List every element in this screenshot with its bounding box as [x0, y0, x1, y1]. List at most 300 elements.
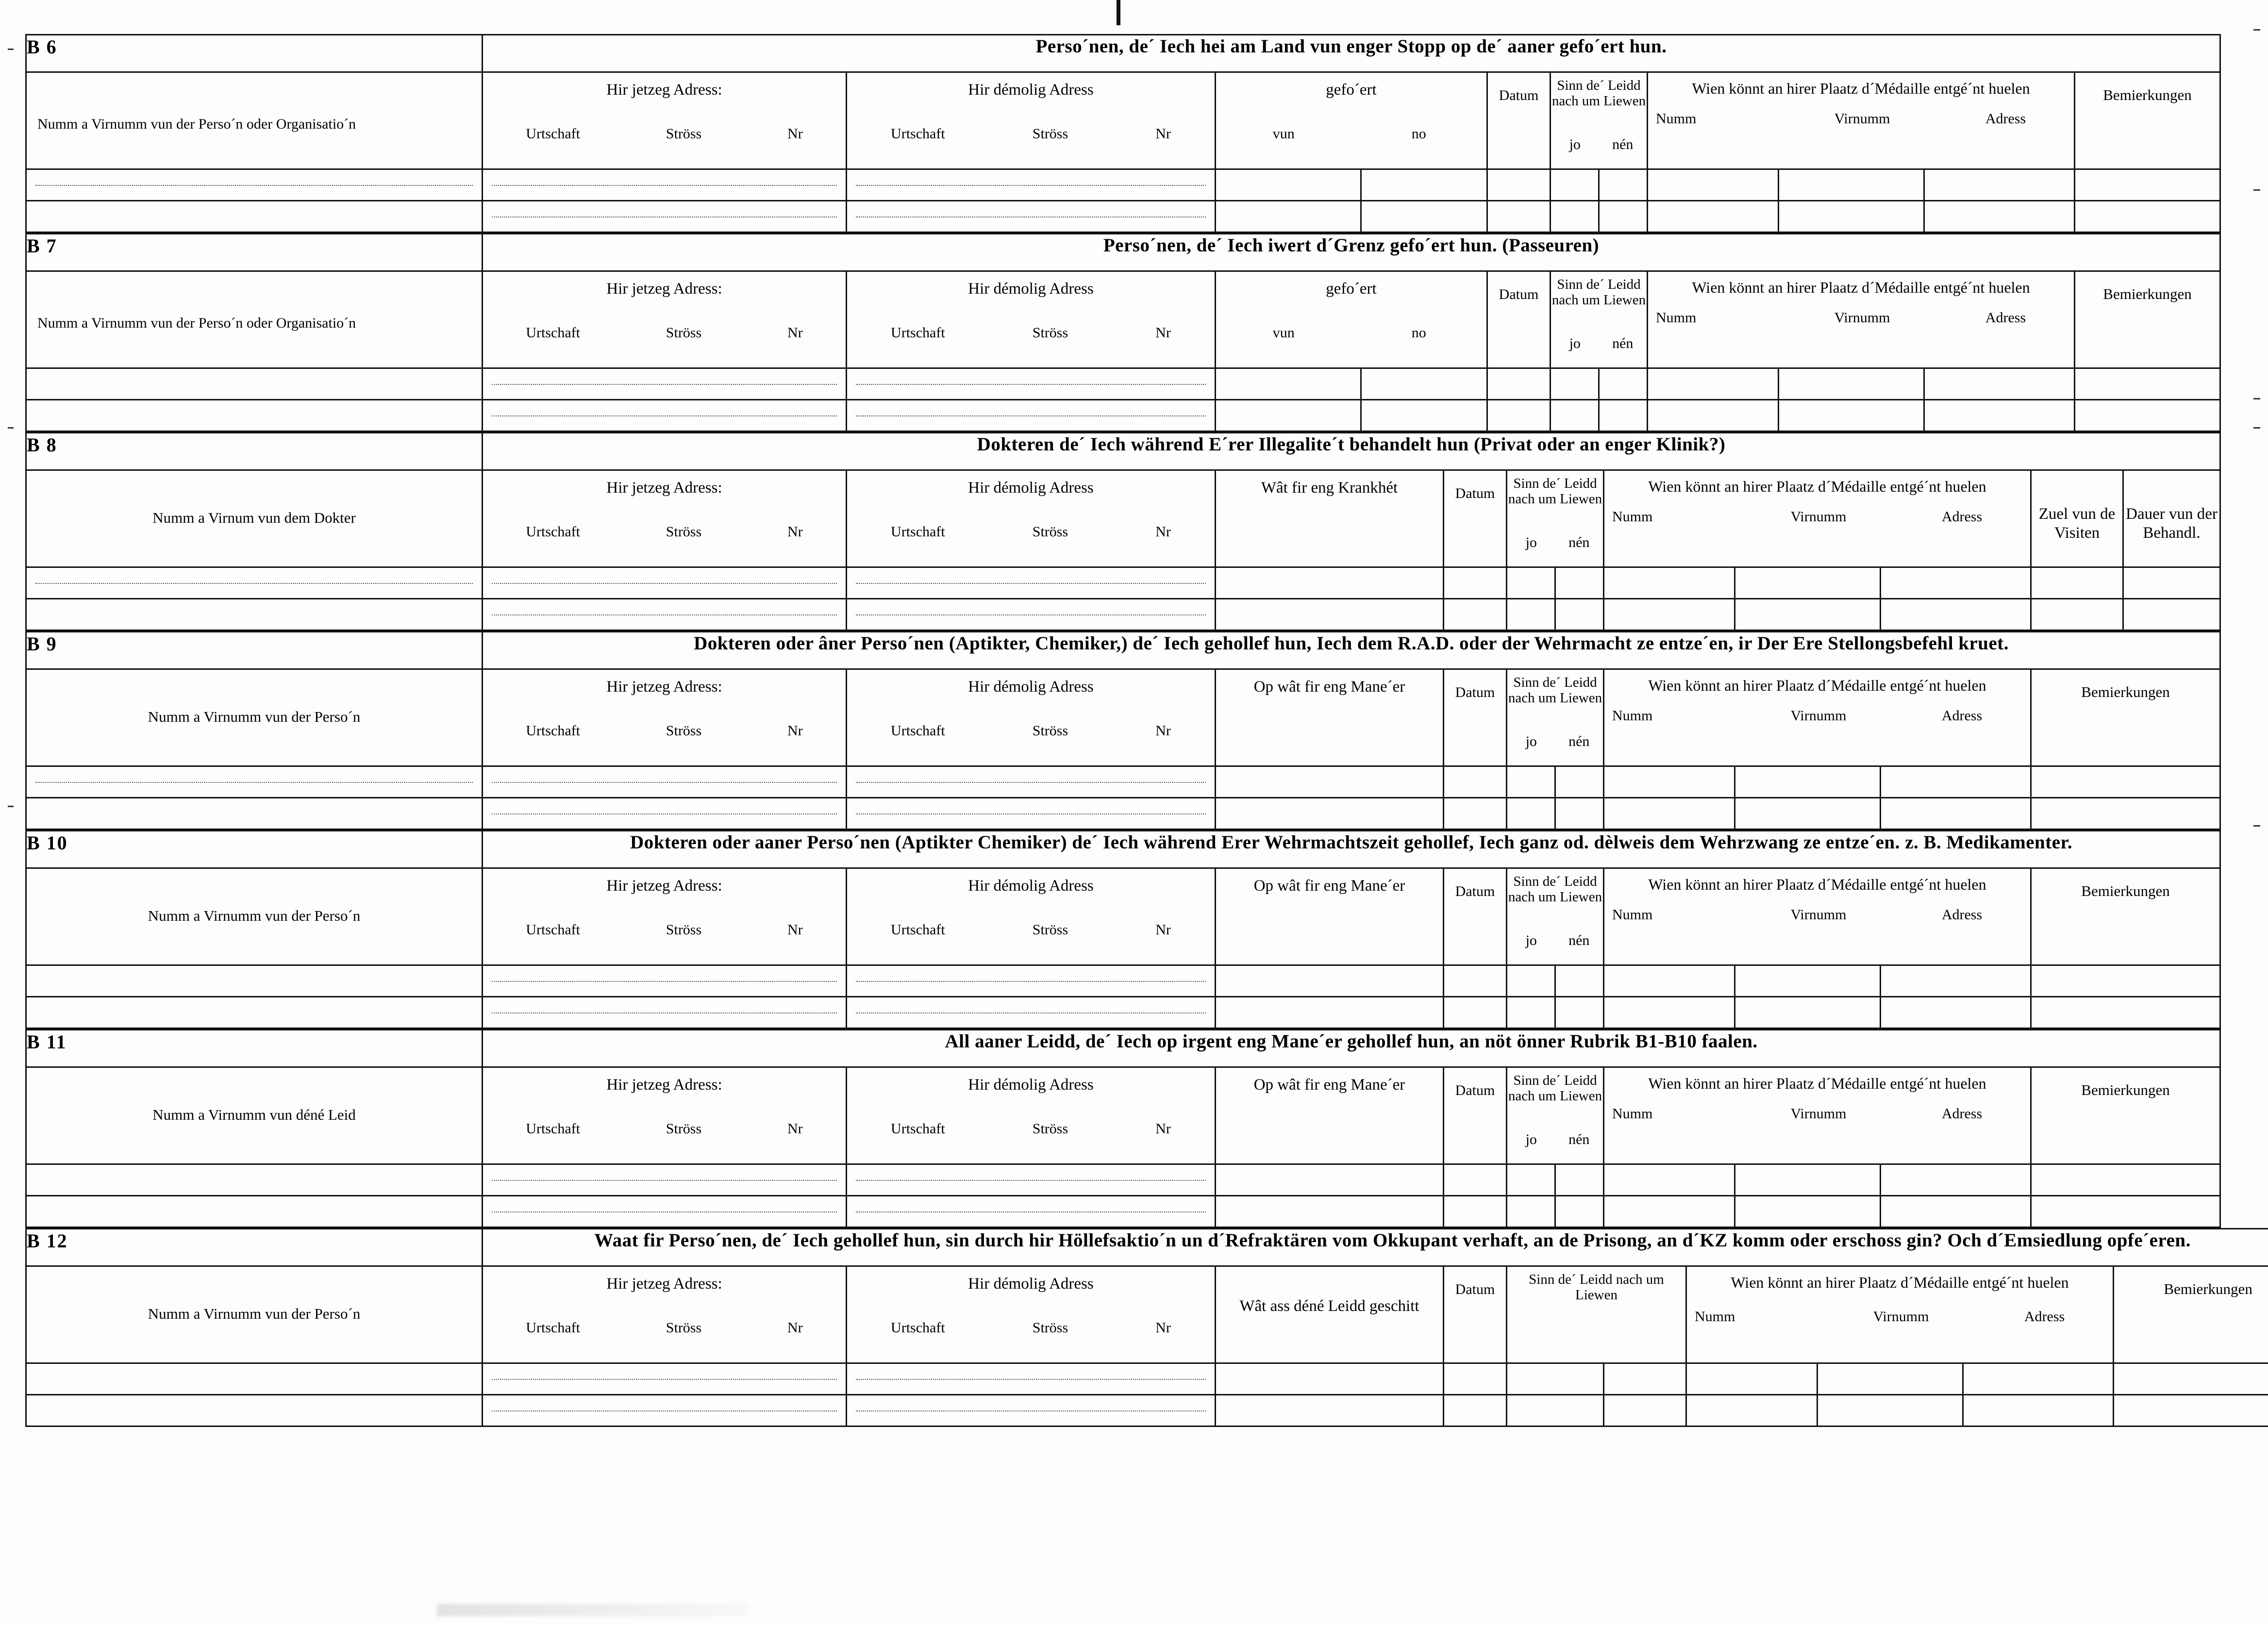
alive-label: Sinn de´ Leidd nach um Liewen	[1551, 277, 1646, 308]
entry-current-address-cell[interactable]	[483, 368, 847, 400]
entry-current-address-cell[interactable]	[483, 400, 847, 431]
entry-yes-cell[interactable]	[1507, 1363, 1604, 1395]
entry-name-cell[interactable]	[26, 798, 483, 829]
entry-row[interactable]	[26, 1363, 2268, 1395]
yes-label: jo	[1525, 1131, 1537, 1147]
urtschaft-label: Urtschaft	[891, 523, 945, 540]
entry-current-address-cell[interactable]	[483, 997, 847, 1028]
entry-date-cell[interactable]	[1444, 1395, 1507, 1426]
entry-row[interactable]	[26, 1196, 2220, 1227]
entry-name-cell[interactable]	[26, 169, 483, 201]
medal-label: Wien könnt an hirer Plaatz d´Médaille entgé´nt huelen	[1648, 478, 1986, 495]
stross-label: Ströss	[666, 125, 702, 142]
no-label: nén	[1612, 136, 1634, 152]
medal-label: Wien könnt an hirer Plaatz d´Médaille entgé´nt huelen	[1692, 80, 2030, 97]
entry-row[interactable]	[26, 965, 2220, 997]
stross-label: Ströss	[666, 722, 702, 739]
section-code: B 10	[26, 831, 483, 868]
entry-remarks-cell[interactable]	[2075, 400, 2220, 431]
adress-label: Adress	[1985, 309, 2026, 326]
entry-visits-cell[interactable]	[2031, 599, 2123, 630]
entry-medal-virnumm-cell[interactable]	[1735, 997, 1881, 1028]
entry-medal-numm-cell[interactable]	[1604, 599, 1735, 630]
entry-yes-cell[interactable]	[1551, 169, 1599, 201]
entry-medal-virnumm-cell[interactable]	[1779, 201, 1924, 232]
entry-to-cell[interactable]	[1361, 368, 1487, 400]
stross-label: Ströss	[1032, 324, 1068, 341]
entry-manner-cell[interactable]	[1216, 1196, 1444, 1227]
no-label: nén	[1568, 1131, 1590, 1147]
entry-remarks-cell[interactable]	[2031, 997, 2220, 1028]
entry-name-cell[interactable]	[26, 1196, 483, 1227]
former-address-label: Hir démolig Adress	[968, 1076, 1094, 1094]
section-heading: Perso´nen, de´ Iech hei am Land vun enger Stopp op de´ aaner gefo´ert hun.	[483, 35, 2220, 72]
entry-remarks-cell[interactable]	[2075, 169, 2220, 201]
yes-label: jo	[1525, 534, 1537, 550]
entry-yes-cell[interactable]	[1507, 599, 1555, 630]
entry-row[interactable]	[26, 1395, 2268, 1426]
entry-current-address-cell[interactable]	[483, 201, 847, 232]
nr-label: Nr	[787, 523, 803, 540]
entry-medal-virnumm-cell[interactable]	[1735, 965, 1881, 997]
entry-medal-adress-cell[interactable]	[1881, 766, 2031, 798]
fate-label: Wât ass déné Leidd geschitt	[1239, 1297, 1419, 1315]
entry-no-cell[interactable]	[1555, 997, 1604, 1028]
entry-yes-cell[interactable]	[1507, 1196, 1555, 1227]
entry-row[interactable]	[26, 599, 2220, 630]
entry-medal-virnumm-cell[interactable]	[1779, 169, 1924, 201]
remarks-header	[2031, 669, 2220, 766]
section-title-row	[26, 234, 2220, 271]
adress-label: Adress	[1985, 110, 2026, 127]
entry-date-cell[interactable]	[1444, 567, 1507, 599]
urtschaft-label: Urtschaft	[526, 125, 581, 142]
entry-medal-adress-cell[interactable]	[1881, 965, 2031, 997]
entry-medal-numm-cell[interactable]	[1604, 1196, 1735, 1227]
entry-medal-numm-cell[interactable]	[1648, 400, 1779, 431]
entry-name-cell[interactable]	[26, 567, 483, 599]
nr-label: Nr	[1155, 125, 1171, 142]
entry-manner-cell[interactable]	[1216, 1164, 1444, 1196]
numm-label: Numm	[1656, 110, 1697, 127]
entry-date-cell[interactable]	[1444, 1196, 1507, 1227]
manner-label: Op wât fir eng Mane´er	[1253, 877, 1405, 895]
virnumm-label: Virnumm	[1790, 707, 1847, 724]
former-address-label: Hir démolig Adress	[968, 280, 1094, 298]
numm-label: Numm	[1612, 1105, 1653, 1122]
entry-yes-cell[interactable]	[1507, 798, 1555, 829]
entry-yes-cell[interactable]	[1507, 766, 1555, 798]
current-address-header	[483, 72, 847, 169]
entry-remarks-cell[interactable]	[2114, 1395, 2268, 1426]
entry-from-cell[interactable]	[1216, 368, 1361, 400]
remarks-label: Bemierkungen	[2103, 285, 2192, 302]
section-code: B 6	[26, 35, 483, 72]
entry-current-address-cell[interactable]	[483, 169, 847, 201]
entry-medal-numm-cell[interactable]	[1648, 169, 1779, 201]
entry-former-address-cell[interactable]	[847, 1164, 1216, 1196]
page-bottom-smudge	[437, 1604, 748, 1616]
entry-manner-cell[interactable]	[1216, 997, 1444, 1028]
section-heading: Perso´nen, de´ Iech iwert d´Grenz gefo´ert hun. (Passeuren)	[483, 234, 2220, 271]
entry-yes-cell[interactable]	[1507, 1395, 1604, 1426]
entry-current-address-cell[interactable]	[483, 766, 847, 798]
entry-from-cell[interactable]	[1216, 169, 1361, 201]
section-heading: Dokteren de´ Iech während E´rer Illegalite´t behandelt hun (Privat oder an enger Klinik?)	[483, 433, 2220, 470]
entry-illness-cell[interactable]	[1216, 599, 1444, 630]
entry-medal-virnumm-cell[interactable]	[1779, 368, 1924, 400]
fate-header	[1216, 1266, 1444, 1363]
entry-current-address-cell[interactable]	[483, 798, 847, 829]
entry-row[interactable]	[26, 400, 2220, 431]
entry-name-cell[interactable]	[26, 997, 483, 1028]
yes-label: jo	[1525, 932, 1537, 948]
entry-medal-adress-cell[interactable]	[1924, 368, 2075, 400]
entry-yes-cell[interactable]	[1551, 400, 1599, 431]
stross-label: Ströss	[666, 1319, 702, 1336]
entry-row[interactable]	[26, 766, 2220, 798]
entry-no-cell[interactable]	[1555, 599, 1604, 630]
entry-no-cell[interactable]	[1555, 567, 1604, 599]
section-title-row	[26, 632, 2220, 669]
transport-header	[1216, 271, 1487, 368]
medal-header	[1648, 271, 2075, 368]
to-label: no	[1411, 324, 1426, 341]
entry-row[interactable]	[26, 798, 2220, 829]
section-b6	[25, 34, 2221, 233]
entry-current-address-cell[interactable]	[483, 1196, 847, 1227]
former-address-header	[847, 271, 1216, 368]
entry-name-cell[interactable]	[26, 1363, 483, 1395]
entry-current-address-cell[interactable]	[483, 1164, 847, 1196]
entry-former-address-cell[interactable]	[847, 766, 1216, 798]
entry-no-cell[interactable]	[1555, 1196, 1604, 1227]
nr-label: Nr	[787, 1319, 803, 1336]
entry-no-cell[interactable]	[1599, 368, 1648, 400]
stross-label: Ströss	[1032, 125, 1068, 142]
entry-name-cell[interactable]	[26, 965, 483, 997]
entry-date-cell[interactable]	[1487, 169, 1551, 201]
entry-remarks-cell[interactable]	[2031, 766, 2220, 798]
remarks-header	[2075, 72, 2220, 169]
entry-date-cell[interactable]	[1487, 368, 1551, 400]
name-column-label: Numm a Virnumm vun der Perso´n	[148, 907, 361, 924]
section-title-row	[26, 433, 2220, 470]
medal-label: Wien könnt an hirer Plaatz d´Médaille entgé´nt huelen	[1731, 1274, 2069, 1291]
entry-from-cell[interactable]	[1216, 201, 1361, 232]
entry-medal-adress-cell[interactable]	[1881, 599, 2031, 630]
urtschaft-label: Urtschaft	[526, 921, 581, 938]
alive-label: Sinn de´ Leidd nach um Liewen	[1529, 1272, 1664, 1303]
name-column-label: Numm a Virnumm vun der Perso´n	[148, 708, 361, 725]
entry-current-address-cell[interactable]	[483, 1395, 847, 1426]
alive-header	[1551, 72, 1648, 169]
entry-medal-adress-cell[interactable]	[1924, 201, 2075, 232]
entry-medal-numm-cell[interactable]	[1604, 997, 1735, 1028]
section-b8	[25, 432, 2221, 631]
entry-former-address-cell[interactable]	[847, 169, 1216, 201]
remarks-header	[2114, 1266, 2268, 1363]
section-heading: All aaner Leidd, de´ Iech op irgent eng Mane´er gehollef hun, an nöt önner Rubrik B1-B10 faalen.	[483, 1030, 2220, 1067]
no-label: nén	[1568, 534, 1590, 550]
section-code: B 9	[26, 632, 483, 669]
virnumm-label: Virnumm	[1834, 110, 1890, 127]
entry-former-address-cell[interactable]	[847, 965, 1216, 997]
entry-row[interactable]	[26, 567, 2220, 599]
entry-former-address-cell[interactable]	[847, 997, 1216, 1028]
entry-remarks-cell[interactable]	[2114, 1363, 2268, 1395]
entry-name-cell[interactable]	[26, 1164, 483, 1196]
remarks-label: Bemierkungen	[2081, 882, 2170, 899]
entry-medal-numm-cell[interactable]	[1604, 965, 1735, 997]
visits-count-header	[2031, 470, 2123, 567]
virnumm-label: Virnumm	[1790, 906, 1847, 923]
entry-date-cell[interactable]	[1444, 1164, 1507, 1196]
no-label: nén	[1568, 733, 1590, 749]
entry-no-cell[interactable]	[1599, 201, 1648, 232]
column-header-row	[26, 1266, 2268, 1363]
entry-remarks-cell[interactable]	[2075, 201, 2220, 232]
entry-date-cell[interactable]	[1444, 965, 1507, 997]
entry-name-cell[interactable]	[26, 400, 483, 431]
stross-label: Ströss	[1032, 722, 1068, 739]
urtschaft-label: Urtschaft	[526, 1120, 581, 1137]
entry-name-cell[interactable]	[26, 201, 483, 232]
entry-medal-virnumm-cell[interactable]	[1735, 766, 1881, 798]
entry-medal-numm-cell[interactable]	[1604, 798, 1735, 829]
name-column-label: Numm a Virnum vun dem Dokter	[152, 509, 356, 526]
entry-medal-virnumm-cell[interactable]	[1735, 599, 1881, 630]
entry-medal-adress-cell[interactable]	[1924, 169, 2075, 201]
column-header-row	[26, 470, 2220, 567]
entry-former-address-cell[interactable]	[847, 201, 1216, 232]
entry-name-cell[interactable]	[26, 599, 483, 630]
urtschaft-label: Urtschaft	[891, 1319, 945, 1336]
entry-row[interactable]	[26, 169, 2220, 201]
remarks-header	[2031, 1067, 2220, 1164]
entry-former-address-cell[interactable]	[847, 400, 1216, 431]
medal-header	[1604, 868, 2031, 965]
entry-yes-cell[interactable]	[1507, 997, 1555, 1028]
name-column-header	[26, 1266, 483, 1363]
entry-to-cell[interactable]	[1361, 201, 1487, 232]
entry-medal-virnumm-cell[interactable]	[1735, 1196, 1881, 1227]
entry-row[interactable]	[26, 368, 2220, 400]
nr-label: Nr	[1155, 523, 1171, 540]
entry-medal-adress-cell[interactable]	[1881, 1196, 2031, 1227]
entry-no-cell[interactable]	[1555, 965, 1604, 997]
entry-medal-virnumm-cell[interactable]	[1779, 400, 1924, 431]
section-b12	[25, 1228, 2268, 1427]
remarks-label: Bemierkungen	[2081, 1081, 2170, 1098]
section-title-row	[26, 1229, 2268, 1266]
alive-label: Sinn de´ Leidd nach um Liewen	[1508, 476, 1602, 507]
stross-label: Ströss	[666, 1120, 702, 1137]
entry-visits-cell[interactable]	[2031, 567, 2123, 599]
entry-medal-numm-cell[interactable]	[1604, 567, 1735, 599]
section-title-row	[26, 831, 2220, 868]
entry-date-cell[interactable]	[1444, 1363, 1507, 1395]
column-header-row	[26, 271, 2220, 368]
section-b10	[25, 830, 2221, 1029]
entry-medal-virnumm-cell[interactable]	[1818, 1395, 1963, 1426]
manner-header	[1216, 868, 1444, 965]
section-code: B 7	[26, 234, 483, 271]
column-header-row	[26, 72, 2220, 169]
entry-name-cell[interactable]	[26, 368, 483, 400]
entry-no-cell[interactable]	[1599, 169, 1648, 201]
urtschaft-label: Urtschaft	[891, 722, 945, 739]
entry-no-cell[interactable]	[1604, 1395, 1686, 1426]
entry-to-cell[interactable]	[1361, 169, 1487, 201]
entry-yes-cell[interactable]	[1551, 368, 1599, 400]
entry-former-address-cell[interactable]	[847, 567, 1216, 599]
entry-former-address-cell[interactable]	[847, 1395, 1216, 1426]
stross-label: Ströss	[666, 324, 702, 341]
entry-yes-cell[interactable]	[1551, 201, 1599, 232]
manner-label: Op wât fir eng Mane´er	[1253, 678, 1405, 696]
date-label: Datum	[1499, 286, 1539, 302]
name-column-label: Numm a Virnumm vun déné Leid	[152, 1106, 356, 1123]
entry-medal-numm-cell[interactable]	[1648, 201, 1779, 232]
entry-no-cell[interactable]	[1555, 766, 1604, 798]
current-address-header	[483, 1266, 847, 1363]
adress-label: Adress	[1941, 1105, 1983, 1122]
entry-date-cell[interactable]	[1444, 997, 1507, 1028]
former-address-label: Hir démolig Adress	[968, 81, 1094, 99]
entry-yes-cell[interactable]	[1507, 965, 1555, 997]
entry-medal-virnumm-cell[interactable]	[1818, 1363, 1963, 1395]
numm-label: Numm	[1612, 906, 1653, 923]
entry-medal-numm-cell[interactable]	[1648, 368, 1779, 400]
entry-manner-cell[interactable]	[1216, 965, 1444, 997]
entry-medal-adress-cell[interactable]	[1881, 1164, 2031, 1196]
entry-former-address-cell[interactable]	[847, 798, 1216, 829]
entry-fate-cell[interactable]	[1216, 1363, 1444, 1395]
entry-row[interactable]	[26, 201, 2220, 232]
entry-medal-numm-cell[interactable]	[1604, 1164, 1735, 1196]
entry-duration-cell[interactable]	[2123, 599, 2220, 630]
entry-current-address-cell[interactable]	[483, 1363, 847, 1395]
nr-label: Nr	[787, 921, 803, 938]
illness-label: Wât fir eng Krankhét	[1261, 479, 1398, 497]
former-address-header	[847, 868, 1216, 965]
virnumm-label: Virnumm	[1790, 1105, 1847, 1122]
adress-label: Adress	[2024, 1308, 2065, 1325]
entry-duration-cell[interactable]	[2123, 567, 2220, 599]
entry-no-cell[interactable]	[1555, 1164, 1604, 1196]
entry-current-address-cell[interactable]	[483, 965, 847, 997]
former-address-label: Hir démolig Adress	[968, 1275, 1094, 1293]
current-address-label: Hir jetzeg Adress:	[606, 81, 722, 99]
current-address-label: Hir jetzeg Adress:	[606, 678, 722, 696]
urtschaft-label: Urtschaft	[526, 1319, 581, 1336]
manner-header	[1216, 669, 1444, 766]
alive-header	[1507, 669, 1604, 766]
entry-medal-numm-cell[interactable]	[1686, 1363, 1818, 1395]
entry-former-address-cell[interactable]	[847, 368, 1216, 400]
entry-current-address-cell[interactable]	[483, 599, 847, 630]
date-header	[1444, 470, 1507, 567]
urtschaft-label: Urtschaft	[526, 324, 581, 341]
entry-yes-cell[interactable]	[1507, 1164, 1555, 1196]
entry-no-cell[interactable]	[1555, 798, 1604, 829]
nr-label: Nr	[1155, 1120, 1171, 1137]
entry-no-cell[interactable]	[1599, 400, 1648, 431]
entry-yes-cell[interactable]	[1507, 567, 1555, 599]
entry-remarks-cell[interactable]	[2031, 965, 2220, 997]
manner-header	[1216, 1067, 1444, 1164]
entry-date-cell[interactable]	[1487, 400, 1551, 431]
entry-row[interactable]	[26, 1164, 2220, 1196]
entry-medal-adress-cell[interactable]	[1881, 567, 2031, 599]
entry-former-address-cell[interactable]	[847, 599, 1216, 630]
current-address-label: Hir jetzeg Adress:	[606, 877, 722, 895]
entry-former-address-cell[interactable]	[847, 1363, 1216, 1395]
entry-date-cell[interactable]	[1444, 766, 1507, 798]
entry-medal-virnumm-cell[interactable]	[1735, 1164, 1881, 1196]
no-label: nén	[1568, 932, 1590, 948]
entry-medal-virnumm-cell[interactable]	[1735, 567, 1881, 599]
entry-date-cell[interactable]	[1487, 201, 1551, 232]
section-code: B 12	[26, 1229, 483, 1266]
stross-label: Ströss	[666, 921, 702, 938]
treatment-duration-header	[2123, 470, 2220, 567]
former-address-header	[847, 1067, 1216, 1164]
current-address-label: Hir jetzeg Adress:	[606, 1076, 722, 1094]
date-header	[1444, 669, 1507, 766]
entry-medal-adress-cell[interactable]	[1963, 1395, 2114, 1426]
date-header	[1487, 72, 1551, 169]
entry-remarks-cell[interactable]	[2031, 1196, 2220, 1227]
entry-medal-adress-cell[interactable]	[1881, 997, 2031, 1028]
entry-manner-cell[interactable]	[1216, 766, 1444, 798]
entry-no-cell[interactable]	[1604, 1363, 1686, 1395]
entry-medal-numm-cell[interactable]	[1686, 1395, 1818, 1426]
entry-medal-numm-cell[interactable]	[1604, 766, 1735, 798]
entry-manner-cell[interactable]	[1216, 798, 1444, 829]
entry-medal-virnumm-cell[interactable]	[1735, 798, 1881, 829]
nr-label: Nr	[787, 324, 803, 341]
entry-date-cell[interactable]	[1444, 599, 1507, 630]
entry-medal-adress-cell[interactable]	[1963, 1363, 2114, 1395]
name-column-label: Numm a Virnumm vun der Perso´n oder Organisatio´n	[37, 315, 356, 331]
entry-row[interactable]	[26, 997, 2220, 1028]
date-header	[1444, 1067, 1507, 1164]
top-registration-mark	[1117, 0, 1120, 25]
medal-label: Wien könnt an hirer Plaatz d´Médaille entgé´nt huelen	[1648, 677, 1986, 694]
entry-remarks-cell[interactable]	[2031, 798, 2220, 829]
virnumm-label: Virnumm	[1790, 508, 1847, 525]
entry-from-cell[interactable]	[1216, 400, 1361, 431]
entry-name-cell[interactable]	[26, 1395, 483, 1426]
entry-current-address-cell[interactable]	[483, 567, 847, 599]
yes-label: jo	[1569, 136, 1581, 152]
entry-former-address-cell[interactable]	[847, 1196, 1216, 1227]
entry-medal-adress-cell[interactable]	[1881, 798, 2031, 829]
remarks-header	[2075, 271, 2220, 368]
entry-fate-cell[interactable]	[1216, 1395, 1444, 1426]
entry-name-cell[interactable]	[26, 766, 483, 798]
entry-to-cell[interactable]	[1361, 400, 1487, 431]
entry-illness-cell[interactable]	[1216, 567, 1444, 599]
section-b7	[25, 233, 2221, 432]
alive-label: Sinn de´ Leidd nach um Liewen	[1508, 874, 1602, 905]
entry-medal-adress-cell[interactable]	[1924, 400, 2075, 431]
entry-remarks-cell[interactable]	[2031, 1164, 2220, 1196]
entry-remarks-cell[interactable]	[2075, 368, 2220, 400]
entry-date-cell[interactable]	[1444, 798, 1507, 829]
